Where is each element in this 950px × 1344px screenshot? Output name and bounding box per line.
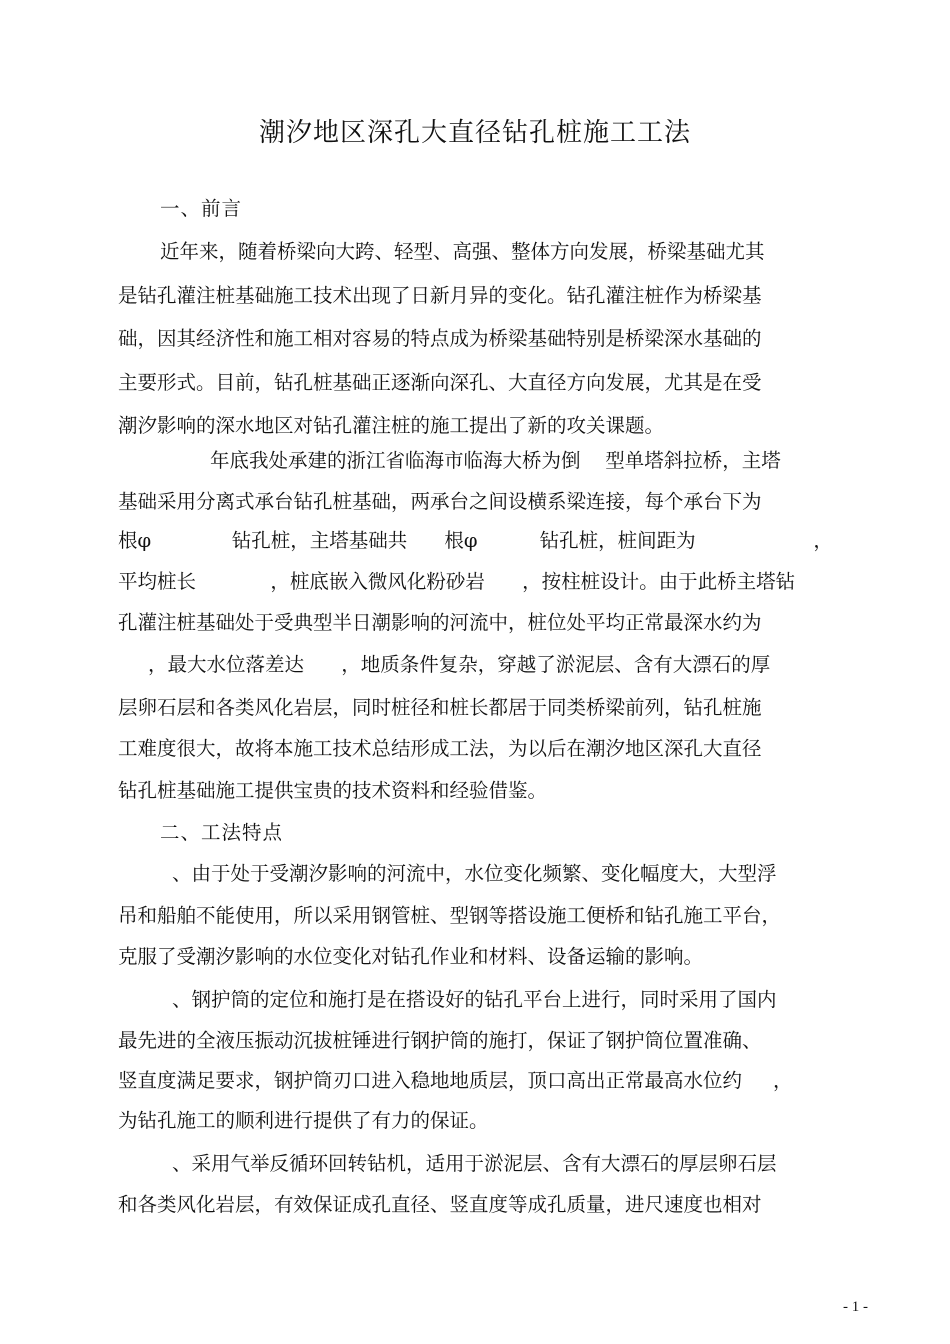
text-line: ，最大水位落差达 ，地质条件复杂，穿越了淤泥层、含有大漂石的厚 xyxy=(148,653,771,676)
page-number: - 1 - xyxy=(843,1299,868,1315)
section-heading-preface: 一、前言 xyxy=(160,197,243,220)
text-line: 潮汐影响的深水地区对钻孔灌注桩的施工提出了新的攻关课题。 xyxy=(118,414,665,437)
text-line: 、由于处于受潮汐影响的河流中，水位变化频繁、变化幅度大，大型浮 xyxy=(172,862,777,885)
section-heading-features: 二、工法特点 xyxy=(160,821,284,844)
text-line: 吊和船舶不能使用，所以采用钢管桩、型钢等搭设施工便桥和钻孔施工平台， xyxy=(118,904,782,927)
text-line: 基础采用分离式承台钻孔桩基础，两承台之间设横系梁连接，每个承台下为 xyxy=(118,490,762,513)
text-line: 钻孔桩基础施工提供宝贵的技术资料和经验借鉴。 xyxy=(118,779,548,802)
page-title: 潮汐地区深孔大直径钻孔桩施工工法 xyxy=(258,118,691,148)
text-line: 平均桩长 ，桩底嵌入微风化粉砂岩 ，按柱桩设计。由于此桥主塔钻 xyxy=(118,570,796,593)
text-line: 、钢护筒的定位和施打是在搭设好的钻孔平台上进行，同时采用了国内 xyxy=(172,988,777,1011)
text-line: 层卵石层和各类风化岩层，同时桩径和桩长都居于同类桥梁前列，钻孔桩施 xyxy=(118,696,762,719)
text-line: 克服了受潮汐影响的水位变化对钻孔作业和材料、设备运输的影响。 xyxy=(118,945,704,968)
text-line: 、采用气举反循环回转钻机，适用于淤泥层、含有大漂石的厚层卵石层 xyxy=(172,1152,777,1175)
text-line: 年底我处承建的浙江省临海市临海大桥为倒 型单塔斜拉桥，主塔 xyxy=(210,449,781,472)
text-line: 工难度很大，故将本施工技术总结形成工法，为以后在潮汐地区深孔大直径 xyxy=(118,737,762,760)
text-line: 和各类风化岩层，有效保证成孔直径、竖直度等成孔质量，进尺速度也相对 xyxy=(118,1193,762,1216)
text-line: 为钻孔施工的顺利进行提供了有力的保证。 xyxy=(118,1109,489,1132)
text-line: 孔灌注桩基础处于受典型半日潮影响的河流中，桩位处平均正常最深水约为 xyxy=(118,611,762,634)
text-line: 主要形式。目前，钻孔桩基础正逐渐向深孔、大直径方向发展，尤其是在受 xyxy=(118,371,762,394)
text-line: 根φ 钻孔桩，主塔基础共 根φ 钻孔桩，桩间距为 ， xyxy=(118,529,833,552)
text-line: 最先进的全液压振动沉拔桩锤进行钢护筒的施打，保证了钢护筒位置准确、 xyxy=(118,1029,762,1052)
text-line: 础，因其经济性和施工相对容易的特点成为桥梁基础特别是桥梁深水基础的 xyxy=(118,327,762,350)
text-line: 是钻孔灌注桩基础施工技术出现了日新月异的变化。钻孔灌注桩作为桥梁基 xyxy=(118,284,762,307)
text-line: 近年来，随着桥梁向大跨、轻型、高强、整体方向发展，桥梁基础尤其 xyxy=(160,240,765,263)
text-line: 竖直度满足要求，钢护筒刃口进入稳地地质层，顶口高出正常最高水位约 ， xyxy=(118,1069,793,1092)
